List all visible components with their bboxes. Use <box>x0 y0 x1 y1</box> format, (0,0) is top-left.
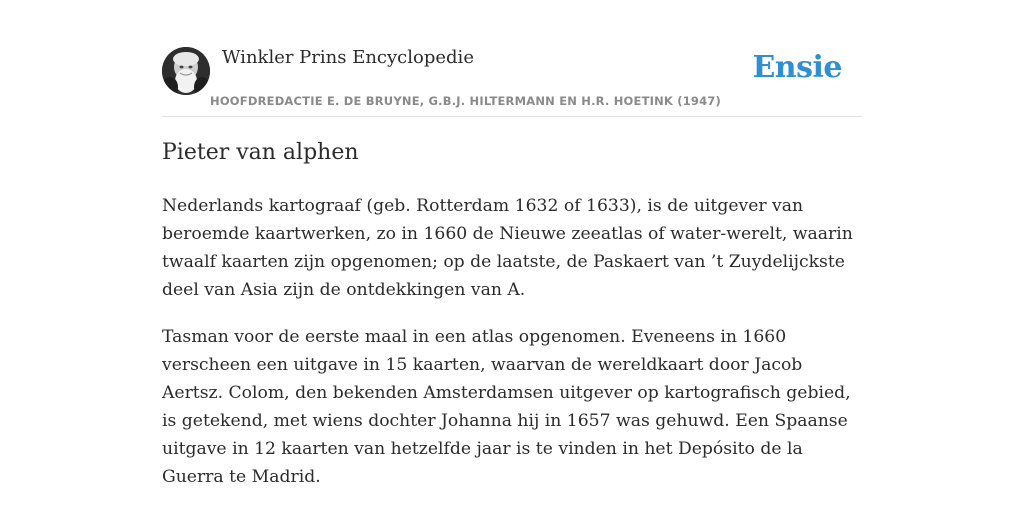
article-paragraph: Tasman voor de eerste maal in een atlas opgenomen. Eveneens in 1660 verscheen een uitgave in 15 kaarten, waarvan de wereldkaart door Jacob Aertsz. Colom, den bekenden Amsterdamsen uitgever op kartografisch gebied, is getekend, met wiens dochter Johanna hij in 1657 was gehuwd. Een Spaanse uitgave in 12 kaarten van hetzelfde jaar is te vinden in het Depósito de la Guerra te Madrid. <box>162 327 851 487</box>
article-paragraph: Nederlands kartograaf (geb. Rotterdam 1632 of 1633), is de uitgever van beroemde kaartwerken, zo in 1660 de Nieuwe zeeatlas of water-werelt, waarin twaalf kaarten zijn opgenomen; op de laatste, de Paskaert van ’t Zuydelijckste deel van Asia zijn de ontdekkingen van A. <box>162 196 853 300</box>
portrait-avatar-icon[interactable] <box>162 47 210 95</box>
article-body <box>162 192 862 510</box>
source-editors: HOOFDREDACTIE E. DE BRUYNE, G.B.J. HILTERMANN EN H.R. HOETINK (1947) <box>210 94 721 108</box>
ensie-logo-link[interactable]: Ensie <box>752 50 842 85</box>
article-title: Pieter van alphen <box>162 140 359 165</box>
page-header <box>162 44 862 117</box>
portrait-svg <box>162 47 210 95</box>
source-title[interactable]: Winkler Prins Encyclopedie <box>222 47 474 68</box>
